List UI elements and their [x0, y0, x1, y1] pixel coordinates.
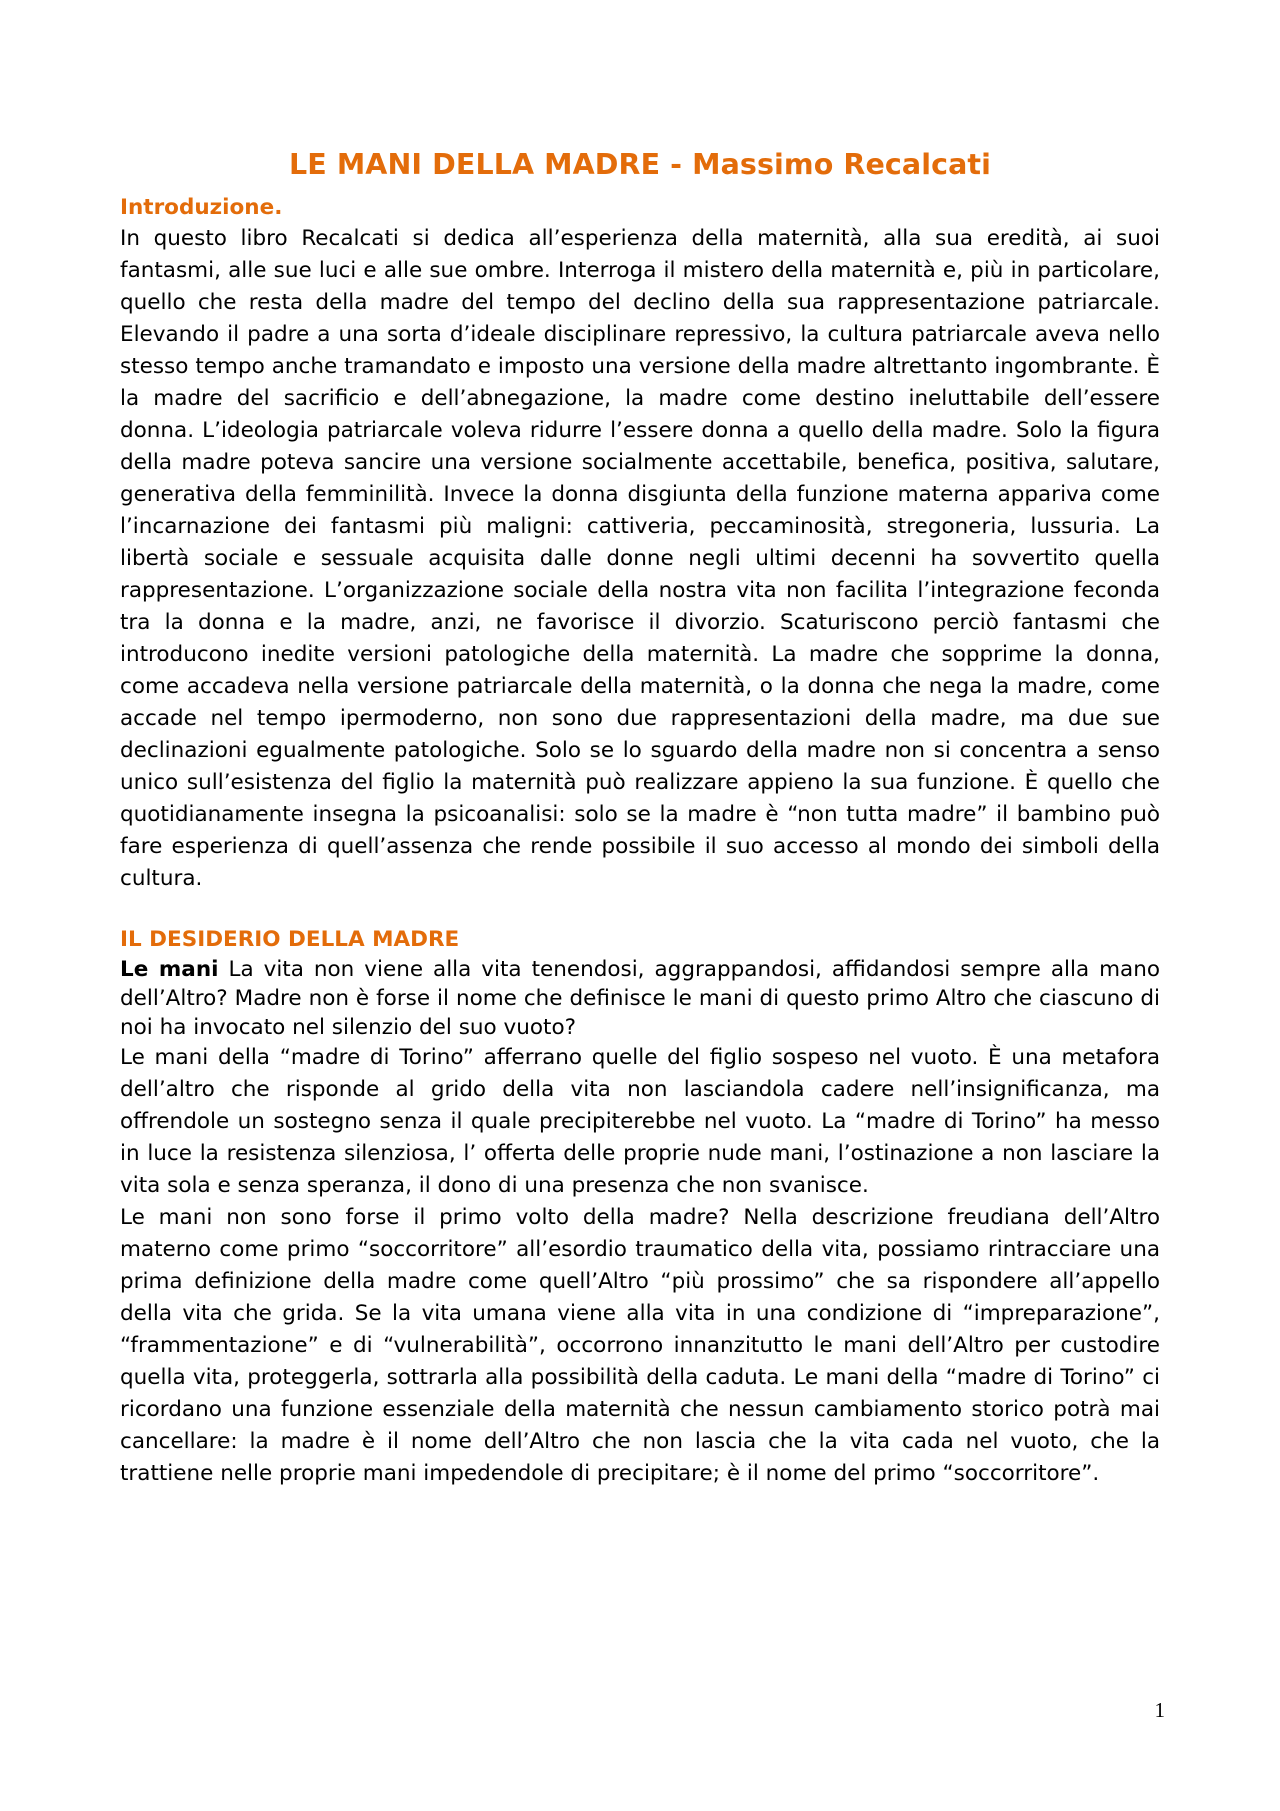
body-paragraph-2: Le mani non sono forse il primo volto della madre? Nella descrizione freudiana dell’Altro materno come primo “soccorritore” all’esordio traumatico della vita, possiamo rintracciare una prima definizione della madre come quell’Altro “più prossimo” che sa rispondere all’appello della vita che grida. Se la vita umana viene alla vita in una condizione di “impreparazione”, “frammentazione” e di “vulnerabilità”, occorrono innanzitutto le mani dell’Altro per custodire quella vita, proteggerla, sottrarla alla possibilità della caduta. Le mani della “madre di Torino” ci ricordano una funzione essenziale della maternità che nessun cambiamento storico potrà mai cancellare: la madre è il nome dell’Altro che non lascia che la vita cada nel vuoto, che la trattiene nelle proprie mani impedendole di precipitare; è il nome del primo “soccorritore”.: [120, 1205, 1160, 1486]
body-paragraph-1: Le mani della “madre di Torino” afferrano quelle del figlio sospeso nel vuoto. È una metafora dell’altro che risponde al grido della vita non lasciandola cadere nell’insignificanza, ma offrendole un sostegno senza il quale precipiterebbe nel vuoto. La “madre di Torino” ha messo in luce la resistenza silenziosa, l’ offerta delle proprie nude mani, l’ostinazione a non lasciare la vita sola e senza speranza, il dono di una presenza che non svanisce.: [120, 1045, 1160, 1198]
intro-heading: Introduzione.: [120, 195, 283, 220]
lead-label: Le mani: [120, 957, 219, 982]
section-spacer: [120, 895, 1160, 925]
document-page: [120, 145, 1160, 1490]
lead-text: La vita non viene alla vita tenendosi, aggrappandosi, affidandosi sempre alla mano dell’Altro? Madre non è forse il nome che definisce le mani di questo primo Altro che ciascuno di noi ha invocato nel silenzio del suo vuoto?: [120, 957, 1160, 1040]
document-title: LE MANI DELLA MADRE - Massimo Recalcati: [288, 148, 991, 181]
section-heading: IL DESIDERIO DELLA MADRE: [120, 927, 460, 952]
page-number: 1: [1154, 1698, 1165, 1722]
lead-paragraph: [120, 955, 1160, 1042]
intro-paragraph: In questo libro Recalcati si dedica all’esperienza della maternità, alla sua eredità, ai suoi fantasmi, alle sue luci e alle sue ombre. Interroga il mistero della maternità e, più in particolare, quello che resta della madre del tempo del declino della sua rappresentazione patriarcale. Elevando il padre a una sorta d’ideale disciplinare repressivo, la cultura patriarcale aveva nello stesso tempo anche tramandato e imposto una versione della madre altrettanto ingombrante. È la madre del sacrificio e dell’abnegazione, la madre come destino ineluttabile dell’essere donna. L’ideologia patriarcale voleva ridurre l’essere donna a quello della madre. Solo la figura della madre poteva sancire una versione socialmente accettabile, benefica, positiva, salutare, generativa della femminilità. Invece la donna disgiunta della funzione materna appariva come l’incarnazione dei fantasmi più maligni: cattiveria, peccaminosità, stregoneria, lussuria. La libertà sociale e sessuale acquisita dalle donne negli ultimi decenni ha sovvertito quella rappresentazione. L’organizzazione sociale della nostra vita non facilita l’integrazione feconda tra la donna e la madre, anzi, ne favorisce il divorzio. Scaturiscono perciò fantasmi che introducono inedite versioni patologiche della maternità. La madre che sopprime la donna, come accadeva nella versione patriarcale della maternità, o la donna che nega la madre, come accade nel tempo ipermoderno, non sono due rappresentazioni della madre, ma due sue declinazioni egualmente patologiche. Solo se lo sguardo della madre non si concentra a senso unico sull’esistenza del figlio la maternità può realizzare appieno la sua funzione. È quello che quotidianamente insegna la psicoanalisi: solo se la madre è “non tutta madre” il bambino può fare esperienza di quell’assenza che rende possibile il suo accesso al mondo dei simboli della cultura.: [120, 226, 1160, 891]
